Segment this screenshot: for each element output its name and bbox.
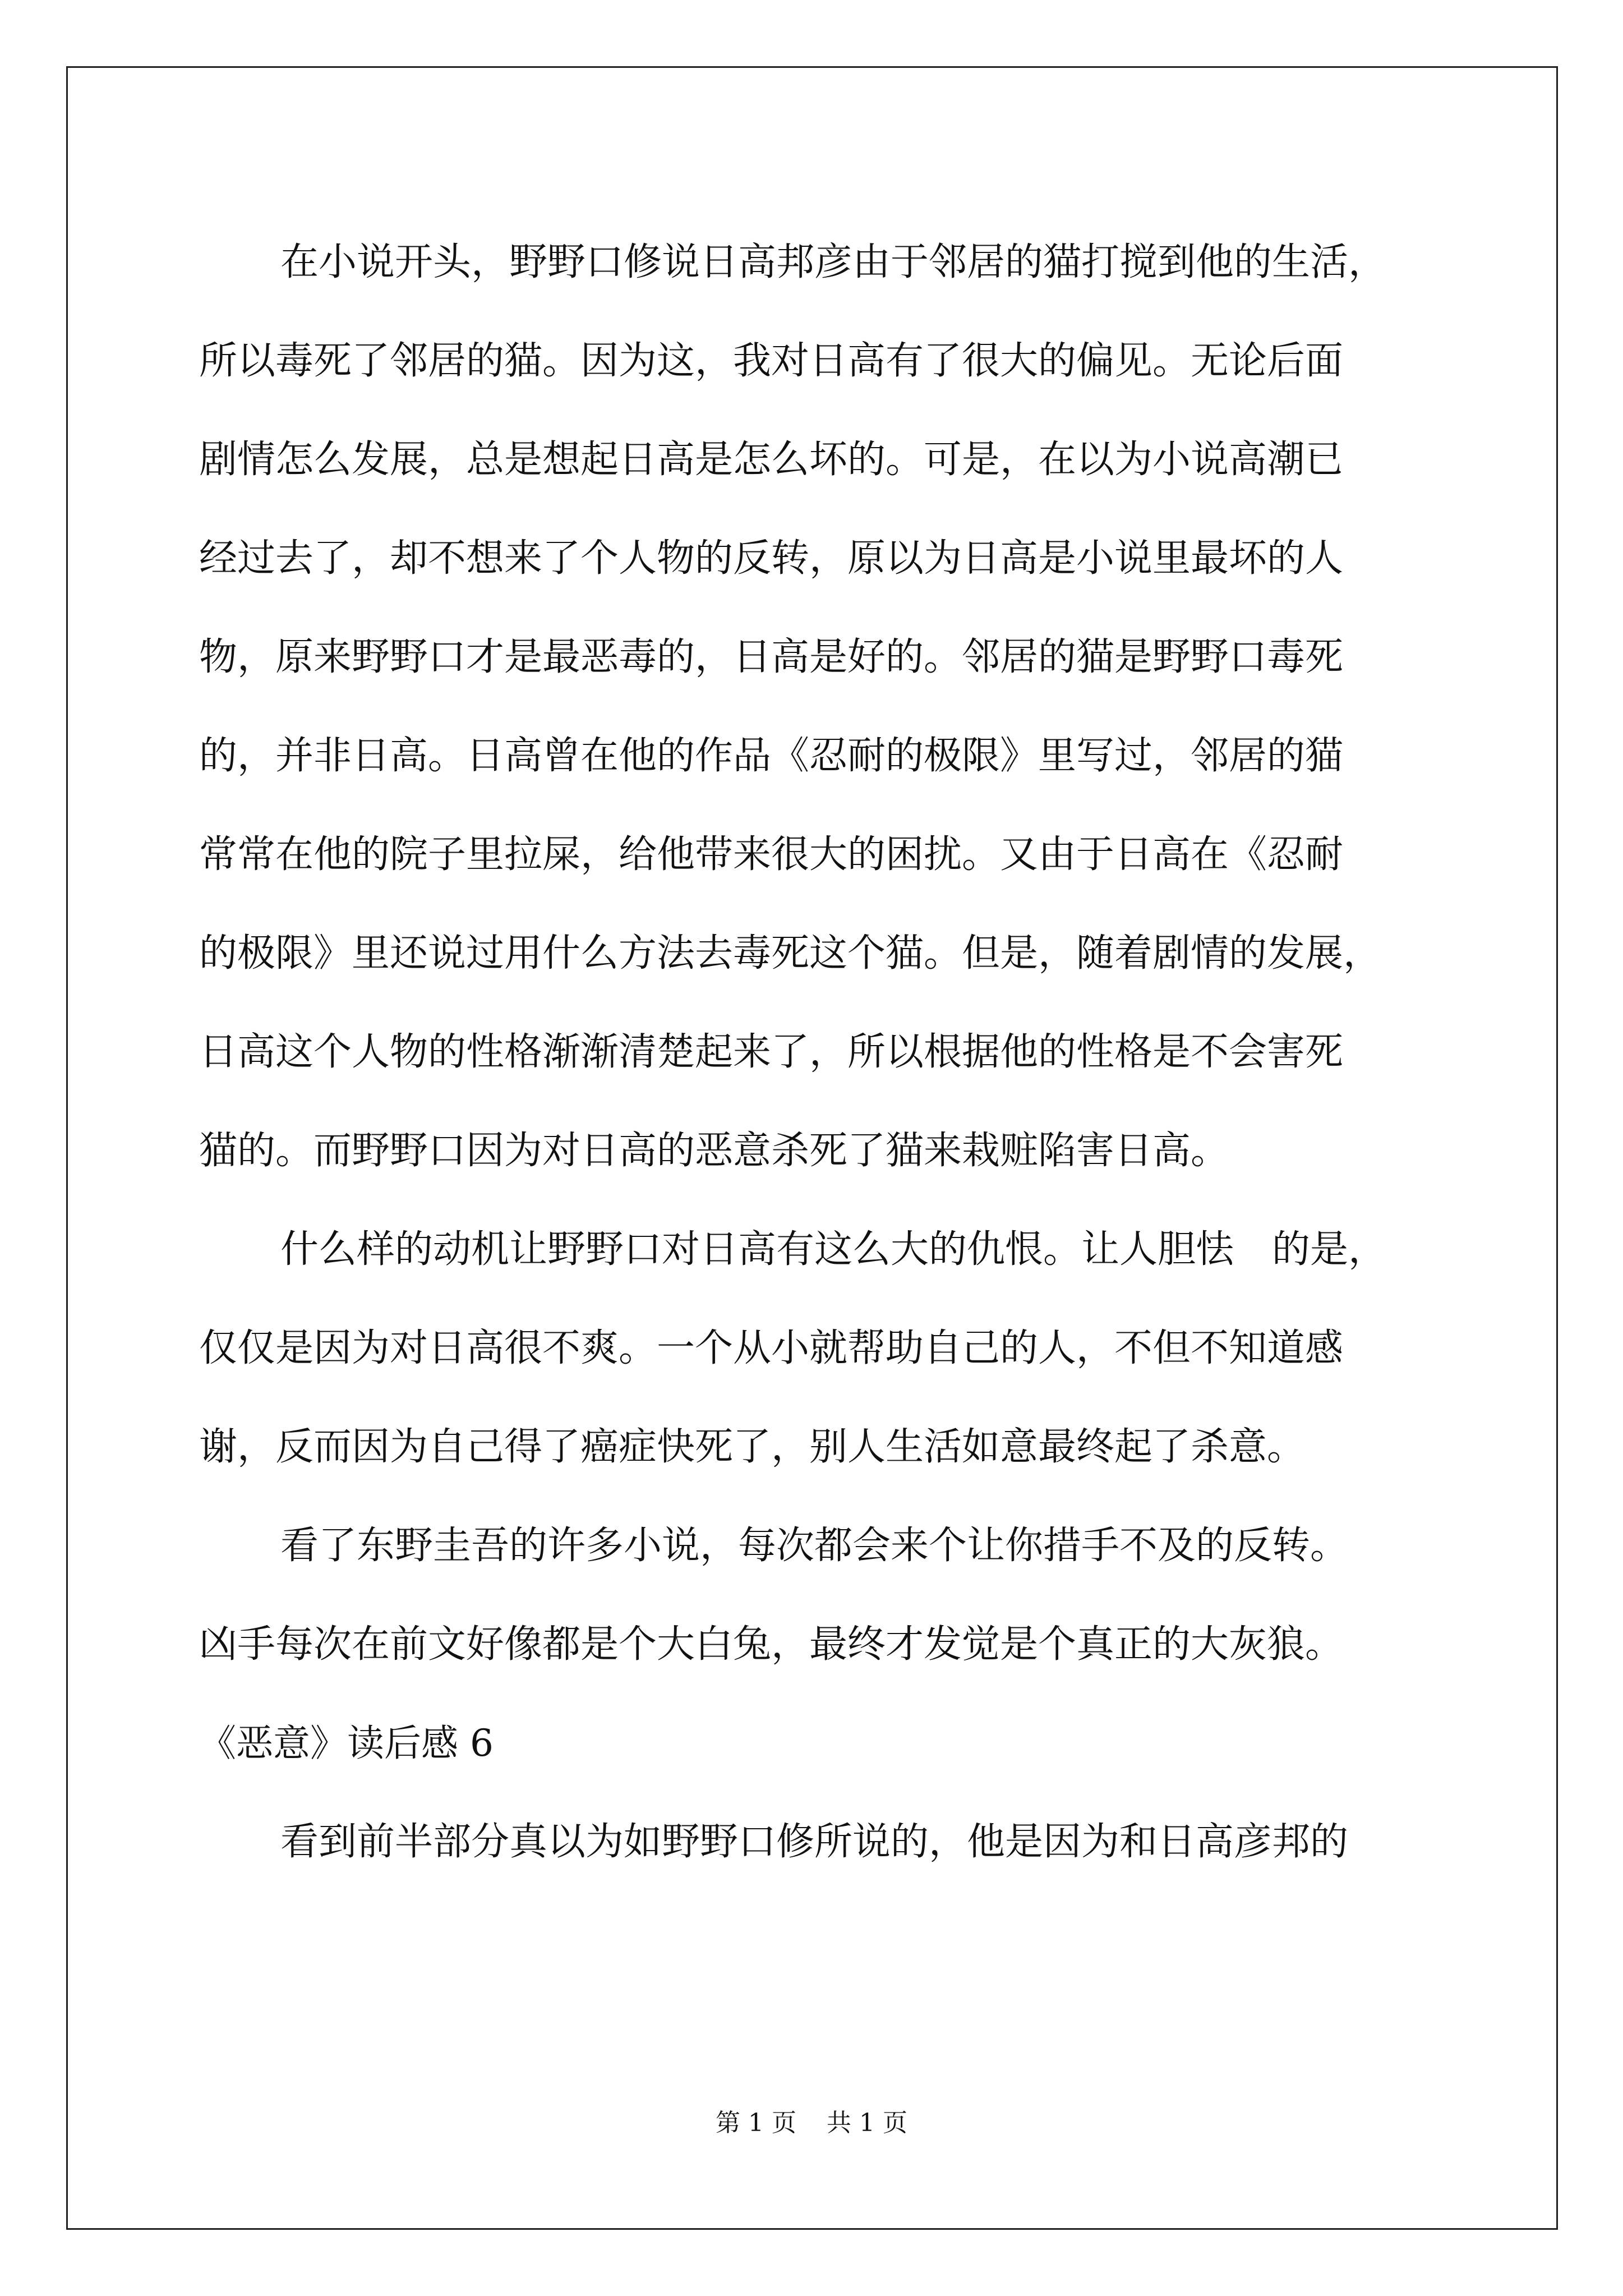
text-line: 所以毒死了邻居的猫。因为这，我对日高有了很大的偏见。无论后面 [199,339,1344,383]
paragraph-1 [199,213,1444,1200]
document-body [199,213,1444,1892]
paragraph-2 [199,1200,1444,1497]
text-line: 经过去了，却不想来了个人物的反转，原以为日高是小说里最坏的人 [199,536,1344,581]
text-line: 看到前半部分真以为如野野口修所说的，他是因为和日高彦邦的 [280,1820,1349,1864]
text-line: 常常在他的院子里拉屎，给他带来很大的困扰。又由于日高在《忍耐 [199,832,1344,877]
text-line: 凶手每次在前文好像都是个大白兔，最终才发觉是个真正的大灰狼。 [199,1622,1344,1667]
text-line: 剧情怎么发展，总是想起日高是怎么坏的。可是，在以为小说高潮已 [199,438,1344,482]
text-line: 在小说开头，野野口修说日高邦彦由于邻居的猫打搅到他的生活， [280,240,1387,284]
text-line: 的极限》里还说过用什么方法去毒死这个猫。但是，随着剧情的发展， [199,931,1382,976]
text-line: 看了东野圭吾的许多小说，每次都会来个让你措手不及的反转。 [280,1524,1349,1568]
paragraph-4 [199,1793,1444,1892]
page-footer [0,2106,1623,2140]
text-line: 的，并非日高。日高曾在他的作品《忍耐的极限》里写过，邻居的猫 [199,734,1344,778]
text-line: 谢，反而因为自己得了癌症快死了，别人生活如意最终起了杀意。 [199,1425,1306,1469]
section-heading: 《恶意》读后感 6 [199,1722,494,1765]
paragraph-3 [199,1497,1444,1694]
text-line: 物，原来野野口才是最恶毒的，日高是好的。邻居的猫是野野口毒死 [199,635,1344,679]
text-line: 什么样的动机让野野口对日高有这么大的仇恨。让人胆怯 的是， [280,1227,1387,1272]
page-total: 共 1 页 [827,2109,907,2137]
text-line: 猫的。而野野口因为对日高的恶意杀死了猫来栽赃陷害日高。 [199,1129,1229,1173]
text-line: 仅仅是因为对日高很不爽。一个从小就帮助自己的人，不但不知道感 [199,1326,1344,1370]
page-number: 第 1 页 [716,2109,796,2137]
text-line: 日高这个人物的性格渐渐清楚起来了，所以根据他的性格是不会害死 [199,1030,1344,1074]
